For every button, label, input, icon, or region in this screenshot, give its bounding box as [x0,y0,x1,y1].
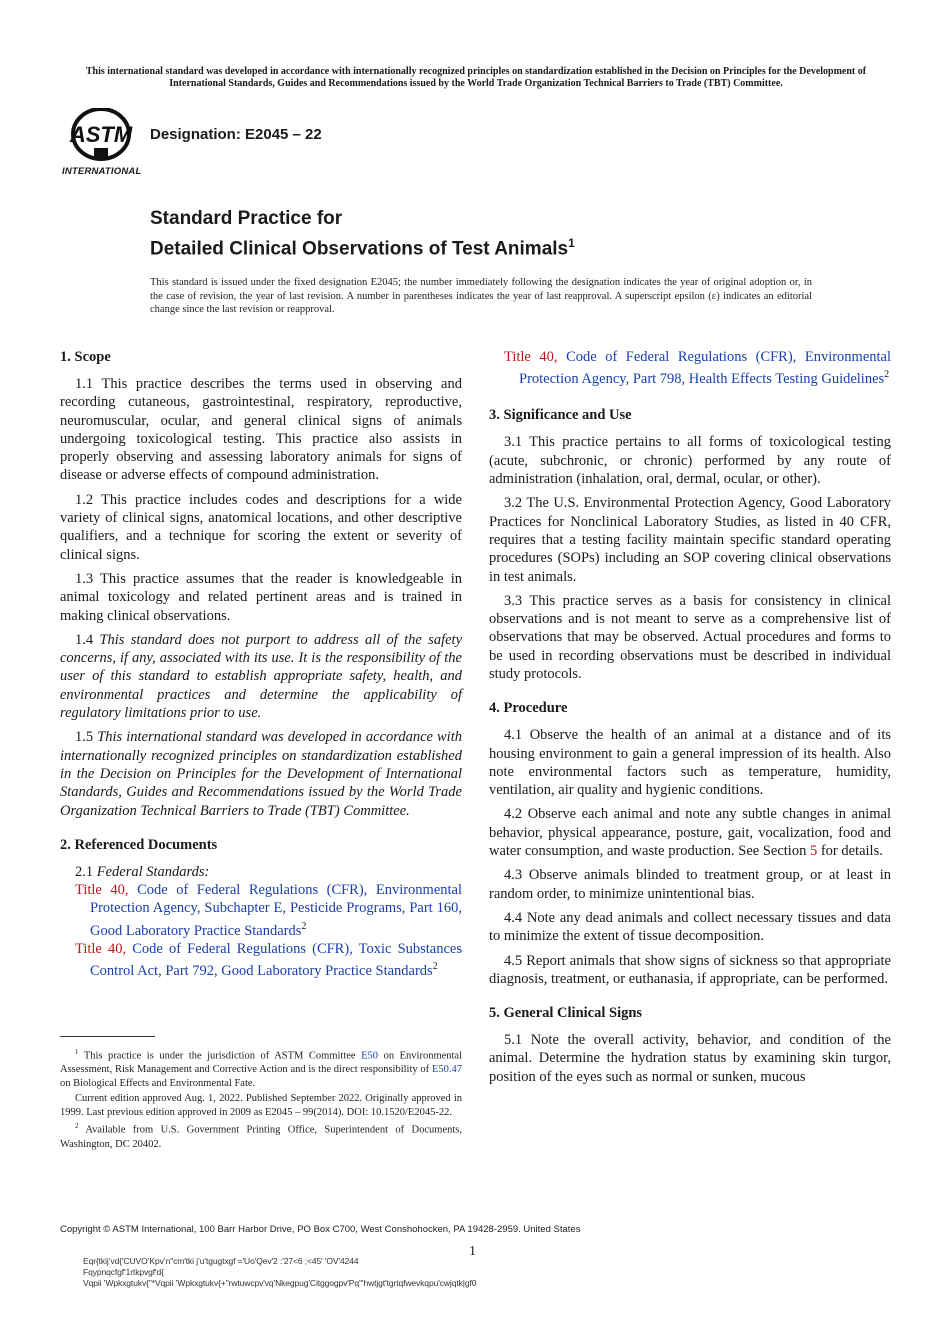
issued-note: This standard is issued under the fixed designation E2045; the number immediately following the designation indicates the year of original adoption or, in the case of revision, the year of last revision. A number in parentheses indicates the year of last reapproval. A superscript epsilon (ε) indicates an editorial change since the last revision or reapproval. [150,277,812,315]
footnote-2: $^2$ Available from U.S. Government Printing Office, Superintendent of Documents, Washington, DC 20402. [60,1122,462,1150]
refdocs-2-1: 2.1 Federal Standards: [75,863,210,880]
general-signs-5-1: 5.1 Note the overall activity, behavior, and condition of the animal. Determine the hydration status by examining skin turgor, position of the eyes such as normal or sunken, mucous [489,1032,891,1085]
watermark-line-2: Fqypnqcfgf'1rtkpvgf'd{ [83,1267,164,1277]
subcommittee-e5047-link[interactable]: E50.47 [431,1064,463,1076]
title-line-2: Detailed Clinical Observations of Test Animals [150,238,569,260]
refdocs-heading: 2. Referenced Documents [60,836,218,853]
footnote-edition: Current edition approved Aug. 1, 2022. Published September 2022. Originally approved in 1999. Last previous edition approved in 2009 as E2045 – 99(2014). DOI: 10.1520/E2045-22. [60,1092,462,1118]
ref-title40-part160[interactable]: Title 40, Code of Federal Regulations (CFR), Environmental Protection Agency, Subchapter E, Pesticide Programs, Part 160, Good Laboratory Practice Standards$^2$ [75,882,463,939]
procedure-4-3: 4.3 Observe animals blinded to treatment group, or at least in random order, to minimize unintentional bias. [489,867,891,902]
scope-1-5: 1.5 This international standard was developed in accordance with internationally recognized principles on standardization established in the Decision on Principles for the Development of International Standards, Guides and Recommendations issued by the World Trade Organization Technical Barriers to Trade (TBT) Committee. [60,729,462,819]
significance-heading: 3. Significance and Use [489,407,632,424]
scope-1-2: 1.2 This practice includes codes and descriptions for a wide variety of clinical signs, anatomical locations, and other descriptive qualifiers, and a technique for scoring the extent or severity of clinical signs. [60,491,462,563]
committee-e50-link[interactable]: E50 [361,1050,379,1062]
procedure-4-1: 4.1 Observe the health of an animal at a distance and of its housing environment to gain a general impression of its health. Also note environmental factors such as temperature, humidity, ventilation, air quality and hygienic conditions. [489,727,891,799]
watermark-line-3: Vqpii ’Wpkxgtukv{"*Vqpii ’Wpkxgtukv{+"rwtuwcpv'vq'Nkegpug'Citggogpv'Pq'"hwtjgt'tgrtqfwevkqpu'cwjqtk|gf0 [83,1278,477,1288]
left-column [60,348,462,980]
top-notice: This international standard was developed in accordance with internationally recognized principles on standardization established in the Decision on Principles for the Development of International Standards, Guides and Recommendations issued by the World Trade Organization Technical Barriers to Trade (TBT) Committee. [85,66,867,89]
procedure-4-5: 4.5 Report animals that show signs of sickness so that appropriate diagnosis, treatment, or euthanasia, if appropriate, can be performed. [489,952,891,987]
right-column [489,348,891,1092]
logo-international-text: INTERNATIONAL [62,166,142,177]
scope-1-1: 1.1 This practice describes the terms used in observing and recording cutaneous, gastrointestinal, respiratory, reproductive, neuromuscular, ocular, and general clinical signs of animals undergoing toxicological testing. This practice also assists in properly observing and assessing laboratory animals for signs of disease or adverse effects of compound administration. [60,376,462,484]
scope-heading: 1. Scope [60,349,111,365]
footnote-1: $^1$ This practice is under the jurisdiction of ASTM Committee E50 on Environmental Assessment, Risk Management and Corrective Action and is the direct responsibility of E50.47 on Biological Effects and Environmental Fate. [60,1048,463,1090]
footnotes [60,1046,462,1153]
ref-title40-part792[interactable]: Title 40, Code of Federal Regulations (CFR), Toxic Substances Control Act, Part 792, Good Laboratory Practice Standards$^2$ [75,940,463,979]
significance-3-3: 3.3 This practice serves as a basis for consistency in clinical observations and is not meant to serve as a comprehensive list of observations that may be observed. Actual procedures and forms to be used in recording observations must be described in individual study protocols. [489,592,891,682]
scope-1-3: 1.3 This practice assumes that the reader is knowledgeable in animal toxicology and related pertinent areas and is trained in making clinical observations. [60,570,462,624]
procedure-4-2: 4.2 Observe each animal and note any subtle changes in animal behavior, physical appearance, posture, gait, vocalization, food and water consumption, and waste production. See Section 5 for details. [489,806,891,860]
license-watermark [83,1256,476,1289]
significance-3-2: 3.2 The U.S. Environmental Protection Agency, Good Laboratory Practices for Nonclinical Laboratory Studies, as listed in 40 CFR, requires that a testing facility maintain specific standard operating procedures (SOPs) including an SOP covering clinical observations in test animals. [489,495,891,585]
copyright-line: Copyright © ASTM International, 100 Barr Harbor Drive, PO Box C700, West Conshohocken, PA 19428-2959. United States [60,1224,581,1235]
procedure-heading: 4. Procedure [489,700,568,717]
designation: Designation: E2045 – 22 [150,126,322,143]
watermark-line-1: Eqr{tkij’vd{'CUVO’Kpv’n"cm'tki j’u'tgugtxgf ='Uo'Qev'2 :'27<6 ;<45' 'OV'4244 [83,1256,359,1266]
section-5-link[interactable]: 5 [809,843,818,860]
general-signs-heading: 5. General Clinical Signs [489,1005,643,1022]
scope-1-4: 1.4 This standard does not purport to address all of the safety concerns, if any, associated with its use. It is the responsibility of the user of this standard to establish appropriate safety, health, and environmental practices and determine the applicability of regulatory limitations prior to use. [60,631,463,722]
ref-title40-part798[interactable]: Title 40, Code of Federal Regulations (CFR), Environmental Protection Agency, Part 798, Health Effects Testing Guidelines$^2$ [504,349,892,388]
page-number: 1 [469,1244,476,1259]
svg-text:ASTM: ASTM [69,122,133,147]
title-line-1: Standard Practice for [150,208,343,229]
significance-3-1: 3.1 This practice pertains to all forms of toxicological testing (acute, subchronic, or chronic) performed by any route of administration (inhalation, oral, dermal, ocular, or other). [489,434,891,488]
page-title [150,206,575,261]
title-footnote-mark: 1 [568,236,575,250]
astm-logo [60,108,142,180]
procedure-4-4: 4.4 Note any dead animals and collect necessary tissues and data to minimize the extent of tissue decomposition. [489,909,891,945]
footnote-rule [60,1036,155,1037]
